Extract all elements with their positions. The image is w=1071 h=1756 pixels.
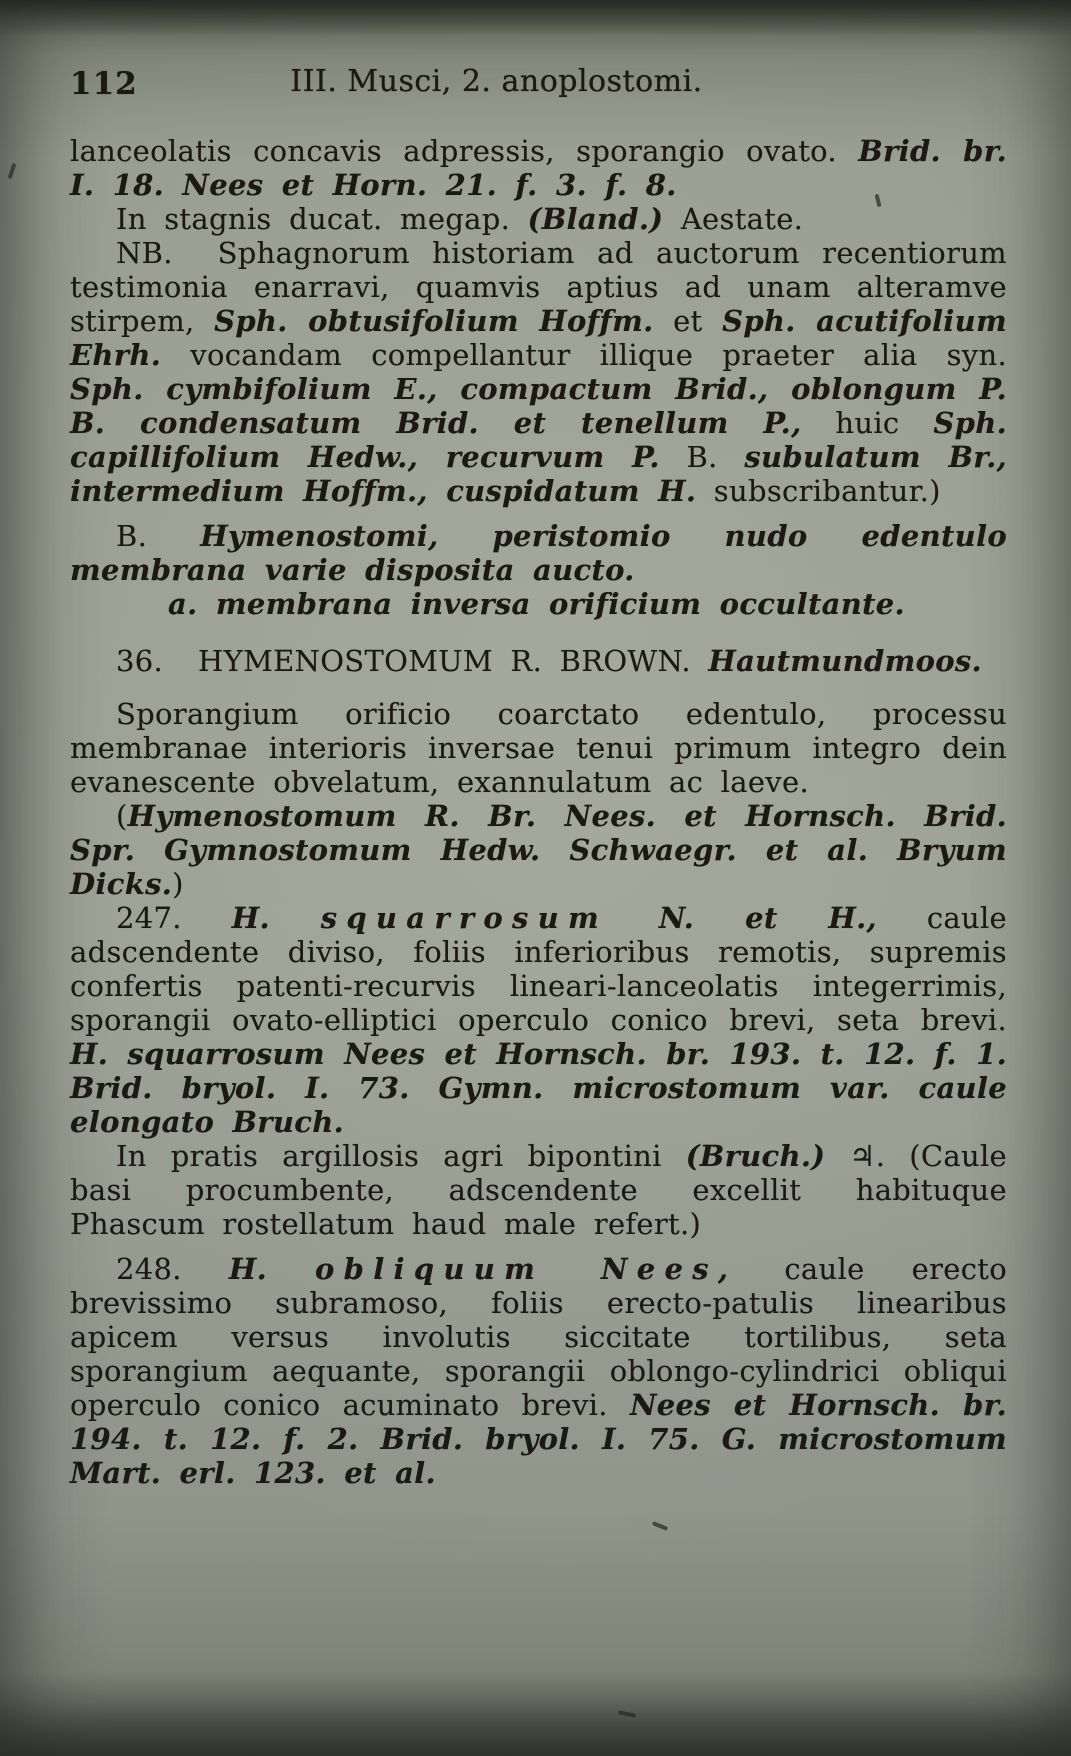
paragraph xyxy=(70,1139,1007,1241)
text-run: Hymenostomi, peristomio nudo edentulo membrana varie disposita aucto. xyxy=(70,519,1007,587)
text-run: caule erecto brevissimo subramoso, foliis erecto-patulis linearibus apicem versus involutis siccitate tortilibus, seta sporangium aequante, sporangii oblongo-cylindrici obliqui operculo conico acuminato brevi. xyxy=(70,1252,1008,1422)
text-run: squarrosum xyxy=(320,901,608,935)
text-run: caule adscendente diviso, foliis inferioribus remotis, supremis confertis patenti-recurvis lineari-lanceolatis integerrimis, sporangii ovato-elliptici operculo conico brevi, seta brevi. xyxy=(70,901,1007,1037)
page-header xyxy=(70,64,1007,110)
page-number: 112 xyxy=(70,66,138,102)
text-run: subulatum Br., intermedium Hoffm., cuspidatum H. xyxy=(70,440,1007,508)
text-run: ( xyxy=(116,799,128,833)
text-run: Nees et Hornsch. br. 194. t. 12. f. 2. Brid. bryol. I. 75. G. microstomum Mart. erl. 123. et al. xyxy=(70,1388,1007,1490)
text-run: In pratis argillosis agri bipontini xyxy=(116,1139,686,1173)
paragraph xyxy=(70,901,1007,1139)
paragraph xyxy=(70,236,1007,508)
text-run: 36. HYMENOSTOMUM R. BROWN. xyxy=(116,644,709,678)
text-run: vocandam compellantur illique praeter alia syn. xyxy=(161,338,1007,372)
text-run: 247. xyxy=(116,901,232,935)
text-run: subscribantur.) xyxy=(696,474,941,508)
text-run: Sph. cymbifolium E., compactum Brid., oblongum P. B. condensatum Brid. et tenellum P., xyxy=(70,372,1007,440)
text-run: lanceolatis concavis adpressis, sporangio ovato. xyxy=(70,134,859,168)
text-run: Brid. br. I. 18. Nees et Horn. 21. f. 3. f. 8. xyxy=(70,134,1008,202)
text-run: H. xyxy=(231,901,321,935)
text-run: Sph. acutifolium Ehrh. xyxy=(70,304,1007,372)
text-run: et xyxy=(653,304,723,338)
text-run: Hautmundmoos. xyxy=(708,644,982,678)
text-run: N. et H., xyxy=(608,901,877,935)
running-header: III. Musci, 2. anoplostomi. xyxy=(290,64,703,99)
text-run: ) xyxy=(172,867,184,901)
text-run: H. xyxy=(228,1252,316,1286)
text-run: Sph. obtusifolium Hoffm. xyxy=(214,304,654,338)
text-run: H. squarrosum Nees et Hornsch. br. 193. t. 12. f. 1. Brid. bryol. I. 73. Gymn. microstomum var. caule elongato Bruch. xyxy=(70,1037,1007,1139)
text-run: huic xyxy=(801,406,934,440)
text-run: Hymenostomum R. Br. Nees. et Hornsch. Brid. Spr. Gymnostomum Hedw. Schwaegr. et al. Bryum Dicks. xyxy=(70,799,1007,901)
paragraph xyxy=(70,799,1007,901)
text-run: Sporangium orificio coarctato edentulo, processu membranae interioris inversae tenui primum integro dein evanescente obvelatum, exannulatum ac laeve. xyxy=(70,697,1007,799)
paragraph xyxy=(70,134,1007,202)
scan-mark xyxy=(652,1521,668,1531)
paragraph xyxy=(70,202,1007,236)
text-run: B. xyxy=(659,440,745,474)
text-run: ♃. (Caule basi procumbente, adscendente excellit habituque Phascum rostellatum haud male refert.) xyxy=(70,1139,1007,1241)
text-run: (Bruch.) xyxy=(685,1139,826,1173)
page-body xyxy=(70,134,1007,1490)
text-run: Sph. capillifolium Hedw., recurvum P. xyxy=(70,406,1008,474)
paragraph xyxy=(70,519,1007,587)
text-run: Aestate. xyxy=(663,202,804,236)
text-run: (Bland.) xyxy=(527,202,664,236)
paragraph xyxy=(70,1252,1007,1490)
scan-mark xyxy=(618,1710,636,1718)
paragraph xyxy=(70,697,1007,799)
text-run: obliquum Nees, xyxy=(315,1252,738,1286)
paragraph xyxy=(70,587,1007,621)
text-run: a. membrana inversa orificium occultante. xyxy=(168,587,905,621)
text-run: NB. Sphagnorum historiam ad auctorum recentiorum testimonia enarravi, quamvis aptius ad unam alteramve stirpem, xyxy=(70,236,1007,338)
text-run: 248. xyxy=(116,1252,229,1286)
paragraph xyxy=(70,644,1007,678)
text-run: In stagnis ducat. megap. xyxy=(116,202,528,236)
text-run: B. xyxy=(116,519,201,553)
